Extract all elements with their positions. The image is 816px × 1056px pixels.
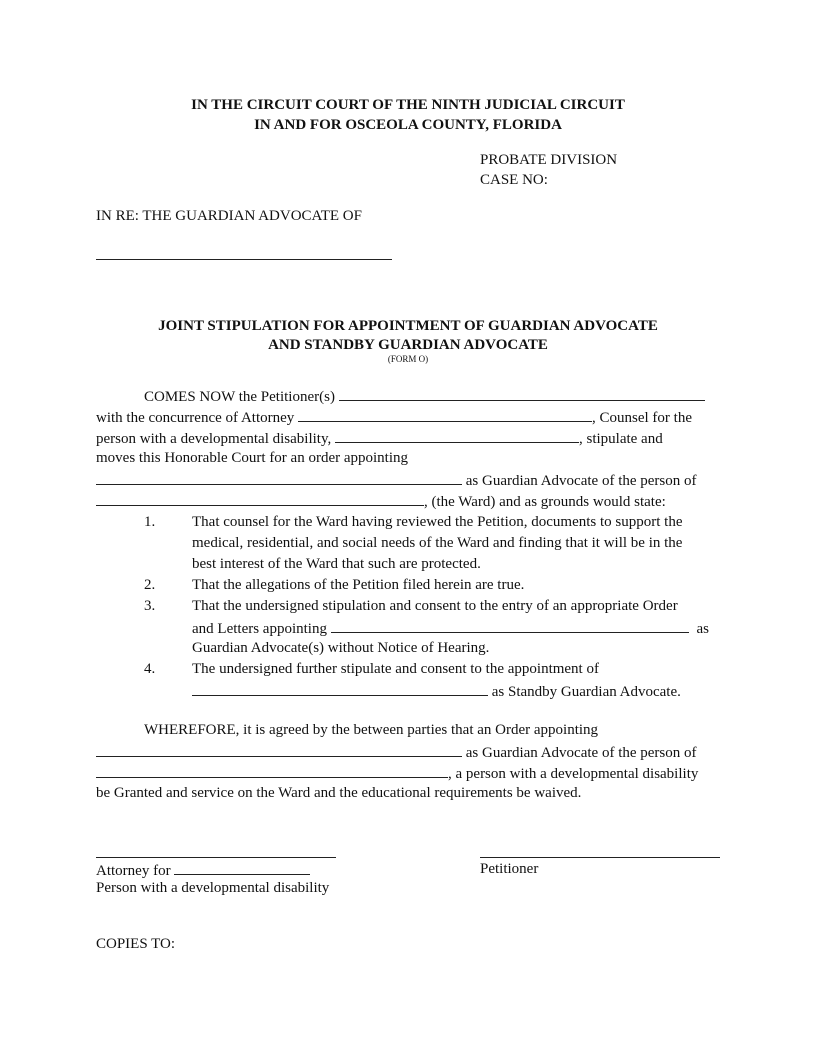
- case-number-label: CASE NO:: [480, 172, 548, 188]
- item-1-line2: medical, residential, and social needs of the Ward and finding that it will be in the: [192, 535, 683, 551]
- petitioner-signature-line[interactable]: [480, 857, 720, 858]
- court-name-line1: IN THE CIRCUIT COURT OF THE NINTH JUDICIAL CIRCUIT: [191, 97, 625, 113]
- wherefore-disability-text: , a person with a developmental disability: [448, 766, 699, 782]
- person-name-blank[interactable]: [335, 427, 579, 443]
- wherefore-as-guardian-text: as Guardian Advocate of the person of: [465, 745, 697, 761]
- item-number-2: 2.: [144, 577, 156, 593]
- item-3-line1: That the undersigned stipulation and consent to the entry of an appropriate Order: [192, 598, 678, 614]
- the-ward-text: , (the Ward) and as grounds would state:: [424, 494, 666, 510]
- form-label: (FORM O): [387, 354, 429, 364]
- document-title-line1: JOINT STIPULATION FOR APPOINTMENT OF GUARDIAN ADVOCATE: [158, 318, 658, 334]
- item-number-4: 4.: [144, 661, 156, 677]
- attorney-for-blank[interactable]: [174, 859, 310, 875]
- item-3-line3: Guardian Advocate(s) without Notice of Hearing.: [192, 640, 490, 656]
- attorney-signature-line[interactable]: [96, 857, 336, 858]
- wherefore-granted-text: be Granted and service on the Ward and the educational requirements be waived.: [96, 785, 582, 801]
- wherefore-guardian-blank[interactable]: [96, 741, 462, 757]
- ward-blank[interactable]: [96, 490, 424, 506]
- item-2-line1: That the allegations of the Petition filed herein are true.: [192, 577, 525, 593]
- attorney-for-label: Attorney for: [96, 863, 171, 879]
- moves-court-text: moves this Honorable Court for an order appointing: [96, 450, 409, 466]
- item-3-as-text: as: [696, 621, 709, 637]
- probate-division: PROBATE DIVISION: [480, 152, 618, 168]
- petitioner-label: Petitioner: [480, 861, 539, 877]
- wherefore-text: WHEREFORE, it is agreed by the between parties that an Order appointing: [144, 722, 599, 738]
- standby-guardian-text: as Standby Guardian Advocate.: [491, 684, 681, 700]
- standby-guardian-blank[interactable]: [192, 680, 488, 696]
- in-re-caption: IN RE: THE GUARDIAN ADVOCATE OF: [96, 208, 362, 224]
- wherefore-person-blank[interactable]: [96, 762, 448, 778]
- item-number-1: 1.: [144, 514, 156, 530]
- comes-now-text: COMES NOW the Petitioner(s): [144, 389, 335, 405]
- item-4-line1: The undersigned further stipulate and consent to the appointment of: [192, 661, 599, 677]
- petitioner-name-blank[interactable]: [339, 385, 705, 401]
- court-name-line2: IN AND FOR OSCEOLA COUNTY, FLORIDA: [254, 117, 562, 133]
- counsel-for-text: , Counsel for the: [592, 410, 692, 426]
- letters-appointing-blank[interactable]: [331, 617, 689, 633]
- stipulate-text: , stipulate and: [578, 431, 663, 447]
- disability-text: person with a developmental disability,: [96, 431, 332, 447]
- concurrence-text: with the concurrence of Attorney: [96, 410, 295, 426]
- as-guardian-text: as Guardian Advocate of the person of: [465, 473, 697, 489]
- guardian-advocate-blank[interactable]: [96, 469, 462, 485]
- document-title-line2: AND STANDBY GUARDIAN ADVOCATE: [268, 337, 548, 353]
- item-number-3: 3.: [144, 598, 156, 614]
- item-3-letters-text: and Letters appointing: [192, 621, 327, 637]
- item-1-line1: That counsel for the Ward having reviewed the Petition, documents to support the: [192, 514, 683, 530]
- attorney-subtitle: Person with a developmental disability: [96, 880, 330, 896]
- copies-to-label: COPIES TO:: [96, 936, 176, 952]
- attorney-name-blank[interactable]: [298, 406, 592, 422]
- ward-name-blank[interactable]: [96, 259, 392, 260]
- item-1-line3: best interest of the Ward that such are protected.: [192, 556, 481, 572]
